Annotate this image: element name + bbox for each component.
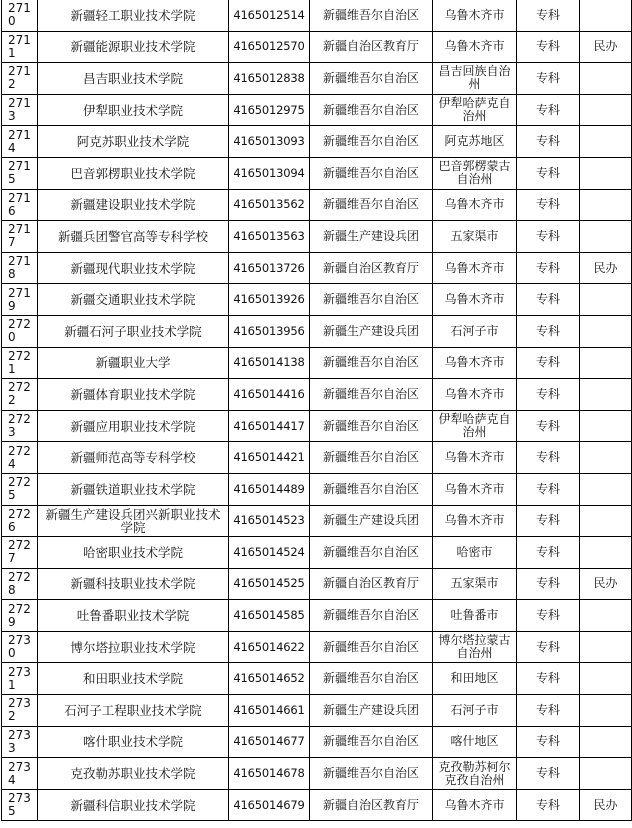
remark-cell xyxy=(580,473,632,505)
location-cell: 阿克苏地区 xyxy=(433,126,517,158)
location-cell: 乌鲁木齐市 xyxy=(433,252,517,284)
school-name-cell: 新疆石河子职业技术学院 xyxy=(38,315,229,347)
row-number-cell: 2732 xyxy=(2,695,38,727)
school-code-cell: 4165014416 xyxy=(229,379,310,411)
level-cell: 专科 xyxy=(517,221,580,253)
level-cell: 专科 xyxy=(517,126,580,158)
table-row xyxy=(2,126,632,158)
row-number-cell: 2719 xyxy=(2,284,38,316)
location-cell: 哈密市 xyxy=(433,537,517,569)
department-cell: 新疆维吾尔自治区 xyxy=(310,0,433,31)
school-name-cell: 新疆兵团警官高等专科学校 xyxy=(38,221,229,253)
school-code-cell: 4165014678 xyxy=(229,758,310,790)
school-name-cell: 新疆建设职业技术学院 xyxy=(38,189,229,221)
remark-cell xyxy=(580,631,632,663)
department-cell: 新疆维吾尔自治区 xyxy=(310,94,433,126)
level-cell: 专科 xyxy=(517,505,580,537)
school-code-cell: 4165014661 xyxy=(229,695,310,727)
location-cell: 喀什地区 xyxy=(433,726,517,758)
level-cell: 专科 xyxy=(517,0,580,31)
school-name-cell: 巴音郭楞职业技术学院 xyxy=(38,157,229,189)
remark-cell xyxy=(580,442,632,474)
location-cell: 乌鲁木齐市 xyxy=(433,505,517,537)
school-code-cell: 4165014421 xyxy=(229,442,310,474)
remark-cell: 民办 xyxy=(580,789,632,821)
department-cell: 新疆维吾尔自治区 xyxy=(310,600,433,632)
row-number-cell: 2715 xyxy=(2,157,38,189)
table-row xyxy=(2,189,632,221)
table-row xyxy=(2,315,632,347)
table-row xyxy=(2,600,632,632)
department-cell: 新疆自治区教育厅 xyxy=(310,789,433,821)
row-number-cell: 2713 xyxy=(2,94,38,126)
school-code-cell: 4165012975 xyxy=(229,94,310,126)
remark-cell xyxy=(580,126,632,158)
table-row xyxy=(2,410,632,442)
remark-cell xyxy=(580,0,632,31)
row-number-cell: 2718 xyxy=(2,252,38,284)
remark-cell xyxy=(580,284,632,316)
department-cell: 新疆维吾尔自治区 xyxy=(310,63,433,95)
level-cell: 专科 xyxy=(517,94,580,126)
row-number-cell: 2723 xyxy=(2,410,38,442)
school-name-cell: 和田职业技术学院 xyxy=(38,663,229,695)
row-number-cell: 2735 xyxy=(2,789,38,821)
row-number-cell: 2711 xyxy=(2,31,38,63)
school-code-cell: 4165013726 xyxy=(229,252,310,284)
table-row xyxy=(2,442,632,474)
school-code-cell: 4165014679 xyxy=(229,789,310,821)
location-cell: 乌鲁木齐市 xyxy=(433,0,517,31)
remark-cell xyxy=(580,663,632,695)
table-row xyxy=(2,63,632,95)
department-cell: 新疆维吾尔自治区 xyxy=(310,157,433,189)
school-name-cell: 博尔塔拉职业技术学院 xyxy=(38,631,229,663)
level-cell: 专科 xyxy=(517,663,580,695)
table-row xyxy=(2,505,632,537)
remark-cell xyxy=(580,505,632,537)
department-cell: 新疆维吾尔自治区 xyxy=(310,758,433,790)
department-cell: 新疆维吾尔自治区 xyxy=(310,347,433,379)
school-code-cell: 4165014138 xyxy=(229,347,310,379)
department-cell: 新疆维吾尔自治区 xyxy=(310,473,433,505)
table-row xyxy=(2,758,632,790)
row-number-cell: 2728 xyxy=(2,568,38,600)
level-cell: 专科 xyxy=(517,537,580,569)
school-name-cell: 新疆轻工职业技术学院 xyxy=(38,0,229,31)
row-number-cell: 2714 xyxy=(2,126,38,158)
school-name-cell: 克孜勒苏职业技术学院 xyxy=(38,758,229,790)
department-cell: 新疆生产建设兵团 xyxy=(310,315,433,347)
level-cell: 专科 xyxy=(517,568,580,600)
location-cell: 五家渠市 xyxy=(433,221,517,253)
level-cell: 专科 xyxy=(517,600,580,632)
remark-cell xyxy=(580,600,632,632)
remark-cell xyxy=(580,315,632,347)
remark-cell xyxy=(580,726,632,758)
level-cell: 专科 xyxy=(517,473,580,505)
school-code-cell: 4165012838 xyxy=(229,63,310,95)
row-number-cell: 2731 xyxy=(2,663,38,695)
department-cell: 新疆生产建设兵团 xyxy=(310,695,433,727)
school-name-cell: 石河子工程职业技术学院 xyxy=(38,695,229,727)
school-name-cell: 新疆现代职业技术学院 xyxy=(38,252,229,284)
remark-cell xyxy=(580,410,632,442)
department-cell: 新疆自治区教育厅 xyxy=(310,31,433,63)
row-number-cell: 2716 xyxy=(2,189,38,221)
level-cell: 专科 xyxy=(517,789,580,821)
school-name-cell: 新疆科技职业技术学院 xyxy=(38,568,229,600)
level-cell: 专科 xyxy=(517,284,580,316)
location-cell: 乌鲁木齐市 xyxy=(433,379,517,411)
remark-cell: 民办 xyxy=(580,568,632,600)
table-row xyxy=(2,695,632,727)
level-cell: 专科 xyxy=(517,31,580,63)
level-cell: 专科 xyxy=(517,315,580,347)
table-row xyxy=(2,379,632,411)
department-cell: 新疆生产建设兵团 xyxy=(310,505,433,537)
school-code-cell: 4165012514 xyxy=(229,0,310,31)
table-row xyxy=(2,284,632,316)
table-row xyxy=(2,726,632,758)
location-cell: 乌鲁木齐市 xyxy=(433,189,517,221)
row-number-cell: 2730 xyxy=(2,631,38,663)
table-row xyxy=(2,94,632,126)
department-cell: 新疆维吾尔自治区 xyxy=(310,631,433,663)
location-cell: 吐鲁番市 xyxy=(433,600,517,632)
remark-cell xyxy=(580,379,632,411)
table-row xyxy=(2,31,632,63)
remark-cell xyxy=(580,63,632,95)
department-cell: 新疆维吾尔自治区 xyxy=(310,126,433,158)
level-cell: 专科 xyxy=(517,157,580,189)
remark-cell xyxy=(580,221,632,253)
department-cell: 新疆维吾尔自治区 xyxy=(310,189,433,221)
school-code-cell: 4165013956 xyxy=(229,315,310,347)
remark-cell xyxy=(580,695,632,727)
table-row xyxy=(2,473,632,505)
row-number-cell: 2712 xyxy=(2,63,38,95)
level-cell: 专科 xyxy=(517,410,580,442)
location-cell: 克孜勒苏柯尔克孜自治州 xyxy=(433,758,517,790)
location-cell: 乌鲁木齐市 xyxy=(433,284,517,316)
department-cell: 新疆自治区教育厅 xyxy=(310,252,433,284)
school-name-cell: 新疆应用职业技术学院 xyxy=(38,410,229,442)
table-row xyxy=(2,157,632,189)
location-cell: 石河子市 xyxy=(433,695,517,727)
location-cell: 伊犁哈萨克自治州 xyxy=(433,410,517,442)
school-name-cell: 新疆交通职业技术学院 xyxy=(38,284,229,316)
school-code-cell: 4165014585 xyxy=(229,600,310,632)
school-code-cell: 4165014417 xyxy=(229,410,310,442)
school-name-cell: 新疆铁道职业技术学院 xyxy=(38,473,229,505)
school-code-cell: 4165013562 xyxy=(229,189,310,221)
level-cell: 专科 xyxy=(517,726,580,758)
row-number-cell: 2729 xyxy=(2,600,38,632)
department-cell: 新疆维吾尔自治区 xyxy=(310,726,433,758)
remark-cell xyxy=(580,537,632,569)
table-row xyxy=(2,631,632,663)
school-name-cell: 昌吉职业技术学院 xyxy=(38,63,229,95)
remark-cell xyxy=(580,157,632,189)
remark-cell xyxy=(580,94,632,126)
school-name-cell: 喀什职业技术学院 xyxy=(38,726,229,758)
row-number-cell: 2722 xyxy=(2,379,38,411)
remark-cell xyxy=(580,758,632,790)
level-cell: 专科 xyxy=(517,631,580,663)
school-list-table xyxy=(1,0,632,821)
remark-cell: 民办 xyxy=(580,31,632,63)
school-name-cell: 哈密职业技术学院 xyxy=(38,537,229,569)
school-code-cell: 4165014652 xyxy=(229,663,310,695)
school-code-cell: 4165014677 xyxy=(229,726,310,758)
location-cell: 乌鲁木齐市 xyxy=(433,473,517,505)
row-number-cell: 2726 xyxy=(2,505,38,537)
department-cell: 新疆自治区教育厅 xyxy=(310,568,433,600)
school-code-cell: 4165014489 xyxy=(229,473,310,505)
location-cell: 乌鲁木齐市 xyxy=(433,442,517,474)
school-code-cell: 4165013926 xyxy=(229,284,310,316)
level-cell: 专科 xyxy=(517,379,580,411)
school-name-cell: 新疆能源职业技术学院 xyxy=(38,31,229,63)
row-number-cell: 2717 xyxy=(2,221,38,253)
table-row xyxy=(2,0,632,31)
remark-cell xyxy=(580,347,632,379)
department-cell: 新疆维吾尔自治区 xyxy=(310,537,433,569)
location-cell: 伊犁哈萨克自治州 xyxy=(433,94,517,126)
level-cell: 专科 xyxy=(517,252,580,284)
location-cell: 乌鲁木齐市 xyxy=(433,31,517,63)
row-number-cell: 2724 xyxy=(2,442,38,474)
level-cell: 专科 xyxy=(517,758,580,790)
table-row xyxy=(2,789,632,821)
level-cell: 专科 xyxy=(517,442,580,474)
row-number-cell: 2727 xyxy=(2,537,38,569)
location-cell: 和田地区 xyxy=(433,663,517,695)
location-cell: 博尔塔拉蒙古自治州 xyxy=(433,631,517,663)
school-name-cell: 新疆生产建设兵团兴新职业技术学院 xyxy=(38,505,229,537)
row-number-cell: 2710 xyxy=(2,0,38,31)
location-cell: 乌鲁木齐市 xyxy=(433,347,517,379)
level-cell: 专科 xyxy=(517,63,580,95)
school-name-cell: 阿克苏职业技术学院 xyxy=(38,126,229,158)
department-cell: 新疆维吾尔自治区 xyxy=(310,410,433,442)
level-cell: 专科 xyxy=(517,189,580,221)
department-cell: 新疆维吾尔自治区 xyxy=(310,284,433,316)
table-row xyxy=(2,663,632,695)
row-number-cell: 2721 xyxy=(2,347,38,379)
row-number-cell: 2725 xyxy=(2,473,38,505)
table-body xyxy=(2,0,632,821)
school-name-cell: 新疆体育职业技术学院 xyxy=(38,379,229,411)
remark-cell: 民办 xyxy=(580,252,632,284)
school-code-cell: 4165013093 xyxy=(229,126,310,158)
school-code-cell: 4165014523 xyxy=(229,505,310,537)
table-row xyxy=(2,221,632,253)
school-name-cell: 新疆科信职业技术学院 xyxy=(38,789,229,821)
school-name-cell: 新疆职业大学 xyxy=(38,347,229,379)
table-row xyxy=(2,568,632,600)
school-name-cell: 吐鲁番职业技术学院 xyxy=(38,600,229,632)
row-number-cell: 2733 xyxy=(2,726,38,758)
department-cell: 新疆维吾尔自治区 xyxy=(310,442,433,474)
row-number-cell: 2720 xyxy=(2,315,38,347)
location-cell: 巴音郭楞蒙古自治州 xyxy=(433,157,517,189)
location-cell: 乌鲁木齐市 xyxy=(433,789,517,821)
level-cell: 专科 xyxy=(517,695,580,727)
school-code-cell: 4165014525 xyxy=(229,568,310,600)
school-name-cell: 伊犁职业技术学院 xyxy=(38,94,229,126)
school-name-cell: 新疆师范高等专科学校 xyxy=(38,442,229,474)
department-cell: 新疆生产建设兵团 xyxy=(310,221,433,253)
school-code-cell: 4165014622 xyxy=(229,631,310,663)
location-cell: 五家渠市 xyxy=(433,568,517,600)
school-code-cell: 4165013094 xyxy=(229,157,310,189)
school-code-cell: 4165012570 xyxy=(229,31,310,63)
row-number-cell: 2734 xyxy=(2,758,38,790)
location-cell: 石河子市 xyxy=(433,315,517,347)
school-code-cell: 4165013563 xyxy=(229,221,310,253)
table-row xyxy=(2,347,632,379)
table-row xyxy=(2,537,632,569)
department-cell: 新疆维吾尔自治区 xyxy=(310,379,433,411)
table-row xyxy=(2,252,632,284)
remark-cell xyxy=(580,189,632,221)
location-cell: 昌吉回族自治州 xyxy=(433,63,517,95)
school-code-cell: 4165014524 xyxy=(229,537,310,569)
department-cell: 新疆维吾尔自治区 xyxy=(310,663,433,695)
level-cell: 专科 xyxy=(517,347,580,379)
